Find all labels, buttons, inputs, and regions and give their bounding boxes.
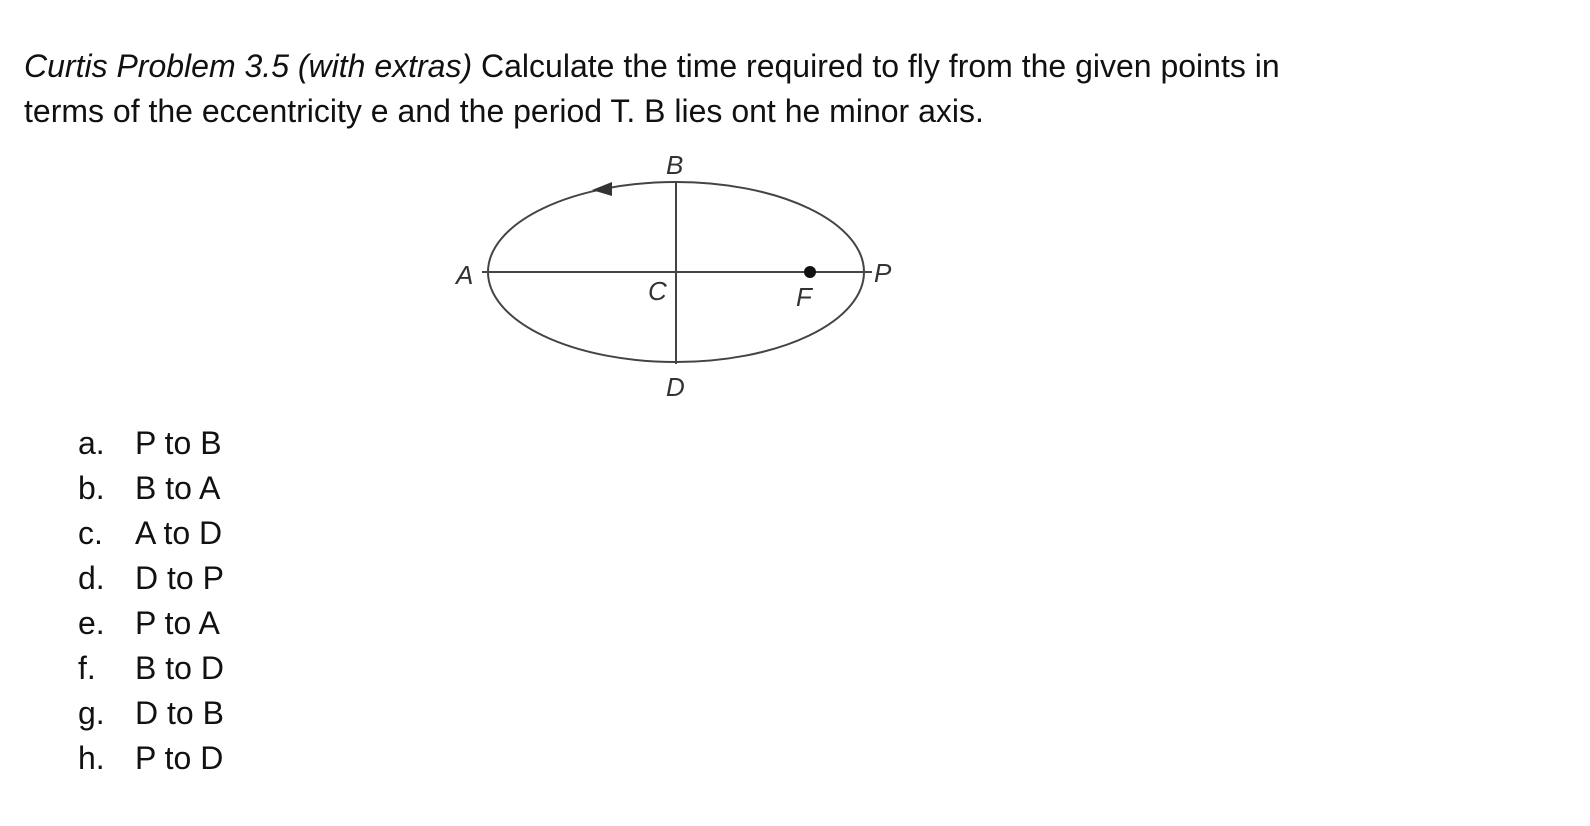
list-item-text: D to B xyxy=(135,695,224,731)
point-label-p: P xyxy=(874,258,892,288)
problem-statement-line2: terms of the eccentricity e and the period T. B lies ont he minor axis. xyxy=(24,93,984,129)
list-item-text: P to B xyxy=(135,425,222,461)
orbit-diagram-svg xyxy=(440,140,920,410)
list-item xyxy=(78,646,224,691)
problem-statement xyxy=(24,44,1524,134)
list-item xyxy=(78,601,224,646)
list-item xyxy=(78,421,224,466)
list-item-text: D to P xyxy=(135,560,224,596)
list-item-text: A to D xyxy=(135,515,223,551)
focus-point-dot xyxy=(804,266,816,278)
orbit-diagram xyxy=(440,140,920,410)
point-label-d: D xyxy=(666,372,685,402)
list-item-marker: a. xyxy=(78,425,105,461)
parts-list xyxy=(78,421,224,781)
problem-source-label: Curtis Problem 3.5 (with extras) xyxy=(24,48,473,84)
problem-statement-line1: Calculate the time required to fly from the given points in xyxy=(472,48,1280,84)
list-item xyxy=(78,556,224,601)
list-item-marker: e. xyxy=(78,605,105,641)
list-item-text: B to D xyxy=(135,650,224,686)
list-item-marker: h. xyxy=(78,740,105,776)
list-item-marker: c. xyxy=(78,515,103,551)
point-label-b: B xyxy=(666,150,684,180)
list-item-text: P to A xyxy=(135,605,220,641)
point-label-c: C xyxy=(648,276,667,306)
orbit-direction-arrow xyxy=(592,182,612,196)
list-item-text: P to D xyxy=(135,740,224,776)
list-item-marker: g. xyxy=(78,695,105,731)
point-label-f: F xyxy=(796,282,812,312)
list-item xyxy=(78,736,224,781)
list-item xyxy=(78,691,224,736)
point-label-a: A xyxy=(456,260,474,290)
list-item-marker: d. xyxy=(78,560,105,596)
list-item-text: B to A xyxy=(135,470,221,506)
list-item xyxy=(78,511,224,556)
list-item xyxy=(78,466,224,511)
list-item-marker: f. xyxy=(78,650,96,686)
list-item-marker: b. xyxy=(78,470,105,506)
